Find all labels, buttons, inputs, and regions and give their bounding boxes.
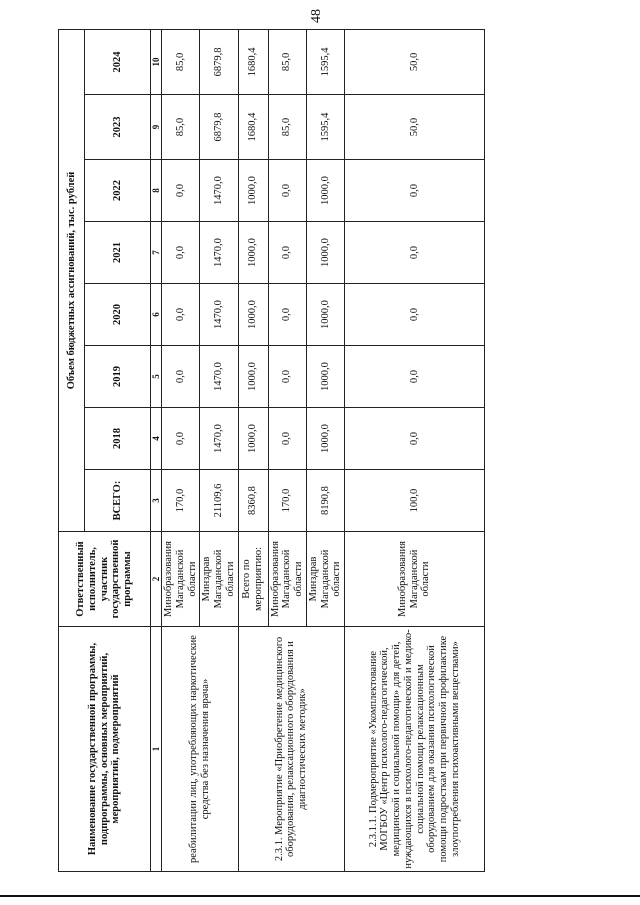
col-number: 2: [151, 532, 162, 627]
row-value: 0,0: [162, 346, 200, 408]
row-value: 85,0: [268, 95, 306, 160]
row-value: 0,0: [162, 222, 200, 284]
row-value: 0,0: [162, 160, 200, 222]
row-name: реабилитации лиц, употребляющих наркотические средства без назначения врача»: [162, 627, 239, 872]
col-number: 5: [151, 346, 162, 408]
row-value: 85,0: [162, 29, 200, 94]
row-value: 1595,4: [306, 95, 344, 160]
row-value: 0,0: [345, 284, 485, 346]
row-value: 0,0: [345, 222, 485, 284]
row-responsible: Минобразования Магаданской области: [345, 532, 485, 627]
table-row: [345, 29, 485, 871]
col-number: 10: [151, 29, 162, 94]
header-name: Наименование государственной программы, подпрограммы, основных мероприятий, мероприятий, подмероприятий: [59, 627, 151, 872]
row-value: 1470,0: [200, 284, 238, 346]
row-value: 1000,0: [306, 222, 344, 284]
header-year: 2021: [85, 222, 151, 284]
row-responsible: Минобразования Магаданской области: [162, 532, 200, 627]
col-number: 6: [151, 284, 162, 346]
row-value: 85,0: [268, 29, 306, 94]
row-value: 1470,0: [200, 408, 238, 470]
row-value: 1000,0: [306, 346, 344, 408]
header-volume: Объем бюджетных ассигнований, тыс. рублей: [59, 29, 85, 531]
row-name: 2.3.1.1. Подмероприятие «Укомплектование МОГБОУ «Центр психолого-педагогической, медицинской и социальной помощи» для детей, нуждающихся в психолого-педагогической и медико-социальной помощи релаксационным оборудованием для оказания психологической помощи подросткам при первичной профилактике злоупотребления психоактивными веществами»: [345, 627, 485, 872]
row-value: 1680,4: [238, 29, 268, 94]
row-value: 0,0: [268, 284, 306, 346]
row-value: 0,0: [345, 408, 485, 470]
row-value: 0,0: [345, 346, 485, 408]
row-responsible: Минздрав Магаданской области: [200, 532, 238, 627]
row-total: 170,0: [268, 470, 306, 532]
row-name: 2.3.1. Мероприятие «Приобретение медицинского оборудования, релаксационного оборудования и диагностических методик»: [238, 627, 345, 872]
row-total: 21109,6: [200, 470, 238, 532]
row-responsible: Всего по мероприятию:: [238, 532, 268, 627]
row-total: 100,0: [345, 470, 485, 532]
row-responsible: Минздрав Магаданской области: [306, 532, 344, 627]
row-total: 8190,8: [306, 470, 344, 532]
row-value: 85,0: [162, 95, 200, 160]
row-value: 0,0: [268, 222, 306, 284]
row-value: 50,0: [345, 95, 485, 160]
row-value: 1000,0: [306, 408, 344, 470]
row-value: 1000,0: [238, 346, 268, 408]
col-number: 8: [151, 160, 162, 222]
row-value: 6879,8: [200, 29, 238, 94]
row-value: 0,0: [162, 284, 200, 346]
header-year: 2018: [85, 408, 151, 470]
row-total: 170,0: [162, 470, 200, 532]
row-value: 50,0: [345, 29, 485, 94]
row-value: 0,0: [268, 408, 306, 470]
row-value: 1470,0: [200, 222, 238, 284]
row-value: 0,0: [268, 160, 306, 222]
table-row: [162, 29, 200, 871]
row-value: 1000,0: [238, 222, 268, 284]
header-total: ВСЕГО:: [85, 470, 151, 532]
row-value: 1000,0: [238, 160, 268, 222]
col-number: 1: [151, 627, 162, 872]
col-number: 9: [151, 95, 162, 160]
row-value: 0,0: [268, 346, 306, 408]
rotated-table-container: [58, 30, 485, 872]
row-value: 1000,0: [306, 160, 344, 222]
row-value: 1595,4: [306, 29, 344, 94]
row-value: 1470,0: [200, 160, 238, 222]
row-value: 0,0: [345, 160, 485, 222]
header-year: 2020: [85, 284, 151, 346]
col-number: 7: [151, 222, 162, 284]
row-value: 1000,0: [306, 284, 344, 346]
header-year: 2022: [85, 160, 151, 222]
col-number: 3: [151, 470, 162, 532]
row-value: 1000,0: [238, 408, 268, 470]
row-value: 1470,0: [200, 346, 238, 408]
bottom-rule: [0, 895, 640, 897]
col-number: 4: [151, 408, 162, 470]
row-value: 1680,4: [238, 95, 268, 160]
header-responsible: Ответственный исполнитель, участник государственной программы: [59, 532, 151, 627]
budget-table: [58, 29, 485, 872]
header-year: 2023: [85, 95, 151, 160]
row-value: 1000,0: [238, 284, 268, 346]
page-number: 48: [309, 9, 324, 23]
header-year: 2019: [85, 346, 151, 408]
row-value: 0,0: [162, 408, 200, 470]
row-value: 6879,8: [200, 95, 238, 160]
row-responsible: Минобразования Магаданской области: [268, 532, 306, 627]
column-numbers-row: [151, 29, 162, 871]
header-year: 2024: [85, 29, 151, 94]
row-total: 8360,8: [238, 470, 268, 532]
table-row: [238, 29, 268, 871]
